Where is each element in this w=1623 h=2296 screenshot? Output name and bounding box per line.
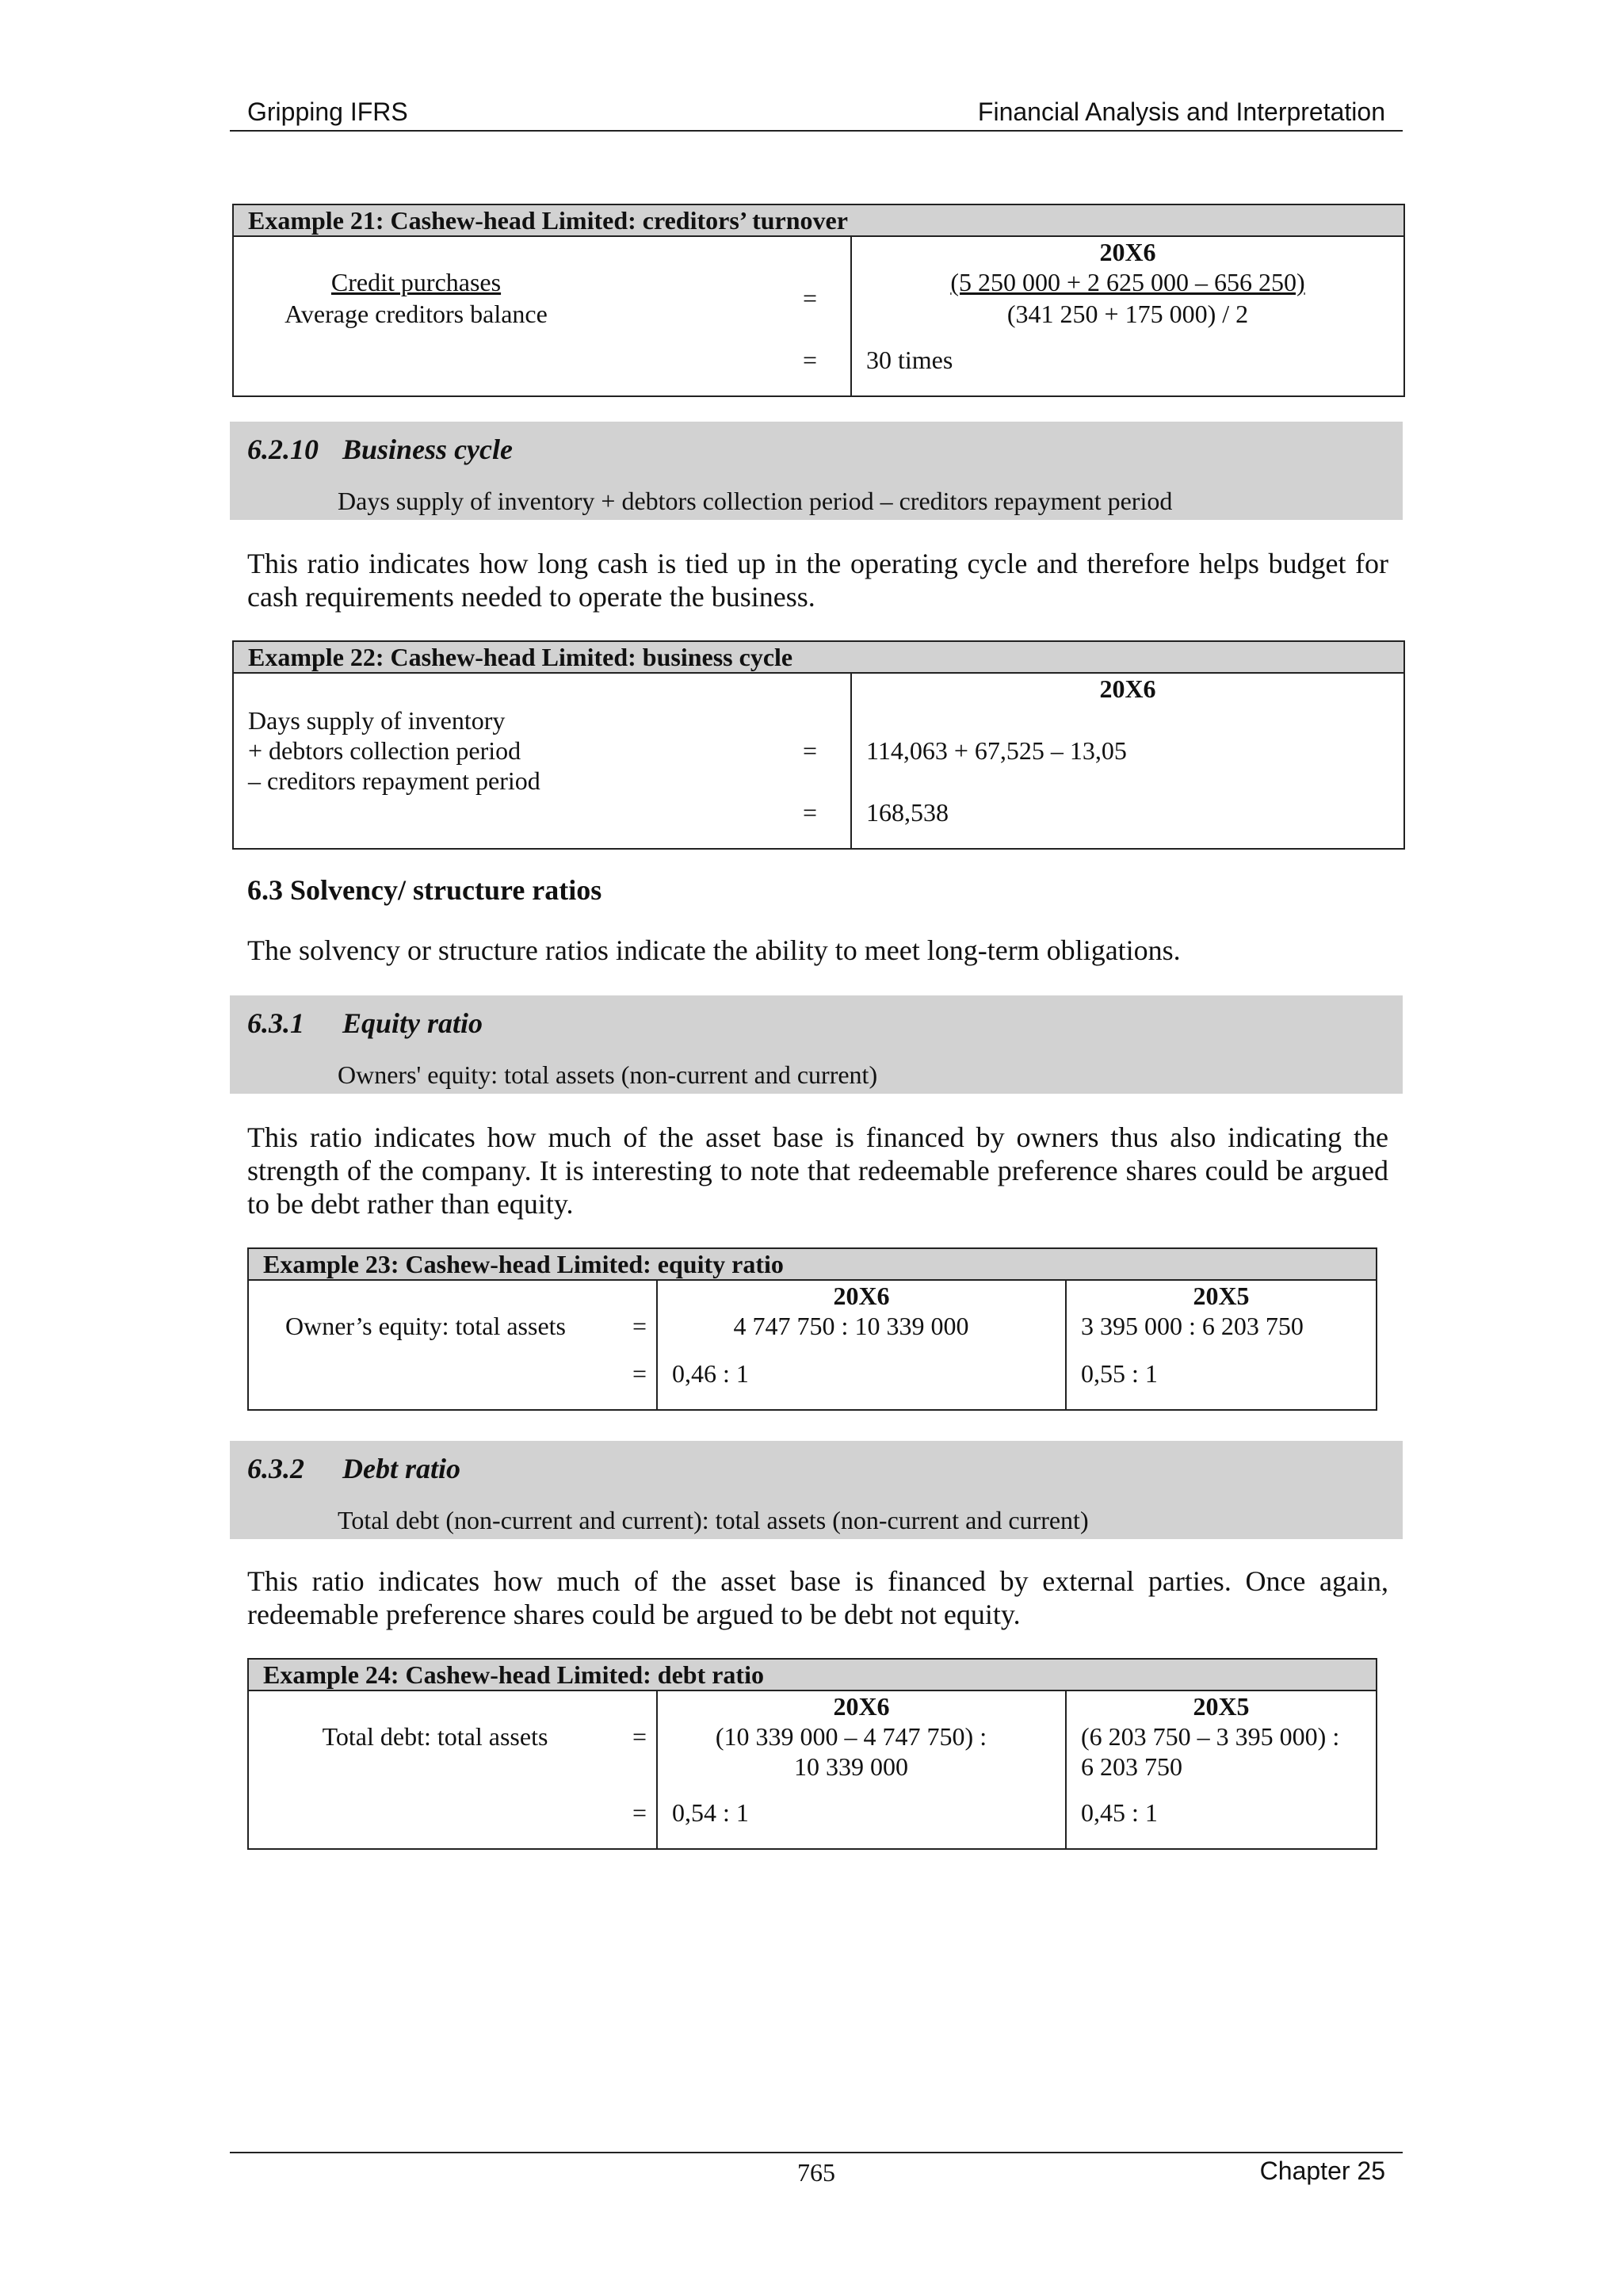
ex22-line-1: Days supply of inventory: [248, 706, 506, 735]
section-6-3-2: [230, 1441, 1403, 1539]
example-21-box: [232, 204, 1405, 397]
example-22-box: [232, 640, 1405, 850]
ex24-label: Total debt: total assets: [322, 1722, 548, 1751]
ex21-equals-1: =: [803, 284, 818, 312]
page-number: 765: [797, 2158, 835, 2187]
footer-chapter: Chapter 25: [1259, 2157, 1385, 2185]
debt-ratio-formula: Total debt (non-current and current): total assets (non-current and current): [338, 1506, 1089, 1534]
ex22-line-3: – creditors repayment period: [248, 766, 540, 795]
ex23-equals-1: =: [632, 1312, 647, 1340]
section-6-3-2-heading: [247, 1452, 460, 1485]
example-23-title: Example 23: Cashew-head Limited: equity ratio: [249, 1249, 1376, 1281]
ex24-equals-1: =: [632, 1722, 647, 1751]
equity-ratio-formula: Owners' equity: total assets (non-current and current): [338, 1060, 878, 1089]
example-23-box: [247, 1247, 1377, 1411]
ex21-denominator: Average creditors balance: [285, 300, 548, 328]
example-24-box: [247, 1658, 1377, 1850]
section-number: 6.2.10: [247, 434, 319, 465]
ex21-year: 20X6: [1099, 238, 1156, 266]
ex22-equals-1: =: [803, 736, 818, 765]
example-21-title: Example 21: Cashew-head Limited: creditors’ turnover: [234, 205, 1403, 237]
ex22-year: 20X6: [1099, 674, 1156, 703]
ex23-year-2: 20X5: [1193, 1282, 1250, 1310]
ex23-equals-2: =: [632, 1359, 647, 1388]
section-title: Debt ratio: [342, 1453, 460, 1484]
business-cycle-formula: Days supply of inventory + debtors collection period – creditors repayment period: [338, 487, 1173, 515]
heading-6-3: 6.3 Solvency/ structure ratios: [247, 874, 602, 906]
example-22-title: Example 22: Cashew-head Limited: business cycle: [234, 642, 1403, 674]
ex21-equals-2: =: [803, 346, 818, 374]
ex22-result: 168,538: [866, 798, 949, 827]
section-title: Business cycle: [342, 434, 513, 465]
ex24-calc-2-line-2: 6 203 750: [1081, 1752, 1182, 1781]
ex21-calc-denominator: (341 250 + 175 000) / 2: [1006, 300, 1249, 328]
paragraph-equity: This ratio indicates how much of the asset base is financed by owners thus also indicating the strength of the company. It is interesting to note that redeemable preference shares could be argued to be debt rather than equity.: [247, 1121, 1388, 1220]
ex24-result-2: 0,45 : 1: [1081, 1798, 1158, 1827]
example-24-title: Example 24: Cashew-head Limited: debt ratio: [249, 1660, 1376, 1691]
section-number: 6.3.1: [247, 1007, 304, 1039]
paragraph-business-cycle: This ratio indicates how long cash is tied up in the operating cycle and therefore helps budget for cash requirements needed to operate the business.: [247, 548, 1388, 613]
section-6-3-1-heading: [247, 1007, 483, 1040]
paragraph-debt: This ratio indicates how much of the asset base is financed by external parties. Once again, redeemable preference shares could be argued to be debt not equity.: [247, 1565, 1388, 1630]
page-header: [230, 95, 1403, 132]
ex24-result-1: 0,54 : 1: [672, 1798, 749, 1827]
ex24-year-2: 20X5: [1193, 1692, 1250, 1721]
section-6-3-1: [230, 995, 1403, 1094]
ex23-year-1: 20X6: [833, 1282, 890, 1310]
section-title: Equity ratio: [342, 1007, 483, 1039]
paragraph-solvency: The solvency or structure ratios indicate the ability to meet long-term obligations.: [247, 934, 1181, 966]
ex22-equals-2: =: [803, 798, 818, 827]
header-book-title: Gripping IFRS: [247, 97, 408, 126]
ex24-equals-2: =: [632, 1798, 647, 1827]
ex24-calc-2-line-1: (6 203 750 – 3 395 000) :: [1081, 1722, 1340, 1751]
section-6-2-10: [230, 422, 1403, 520]
ex23-calc-2: 3 395 000 : 6 203 750: [1081, 1312, 1304, 1340]
page-footer: [230, 2152, 1403, 2187]
ex23-calc-1: 4 747 750 : 10 339 000: [733, 1312, 969, 1340]
ex24-calc-1-line-1: (10 339 000 – 4 747 750) :: [715, 1722, 987, 1751]
ex23-result-2: 0,55 : 1: [1081, 1359, 1158, 1388]
section-6-2-10-heading: [247, 433, 513, 466]
ex22-calc: 114,063 + 67,525 – 13,05: [866, 736, 1127, 765]
ex24-calc-1-line-2: 10 339 000: [794, 1752, 908, 1781]
ex24-year-1: 20X6: [833, 1692, 890, 1721]
ex21-numerator: Credit purchases: [330, 268, 502, 296]
header-chapter-title: Financial Analysis and Interpretation: [977, 97, 1385, 126]
section-number: 6.3.2: [247, 1453, 304, 1484]
ex21-result: 30 times: [866, 346, 953, 374]
ex21-calc-numerator: (5 250 000 + 2 625 000 – 656 250): [950, 268, 1305, 296]
ex22-line-2: + debtors collection period: [248, 736, 521, 765]
ex23-result-1: 0,46 : 1: [672, 1359, 749, 1388]
ex23-label: Owner’s equity: total assets: [285, 1312, 566, 1340]
